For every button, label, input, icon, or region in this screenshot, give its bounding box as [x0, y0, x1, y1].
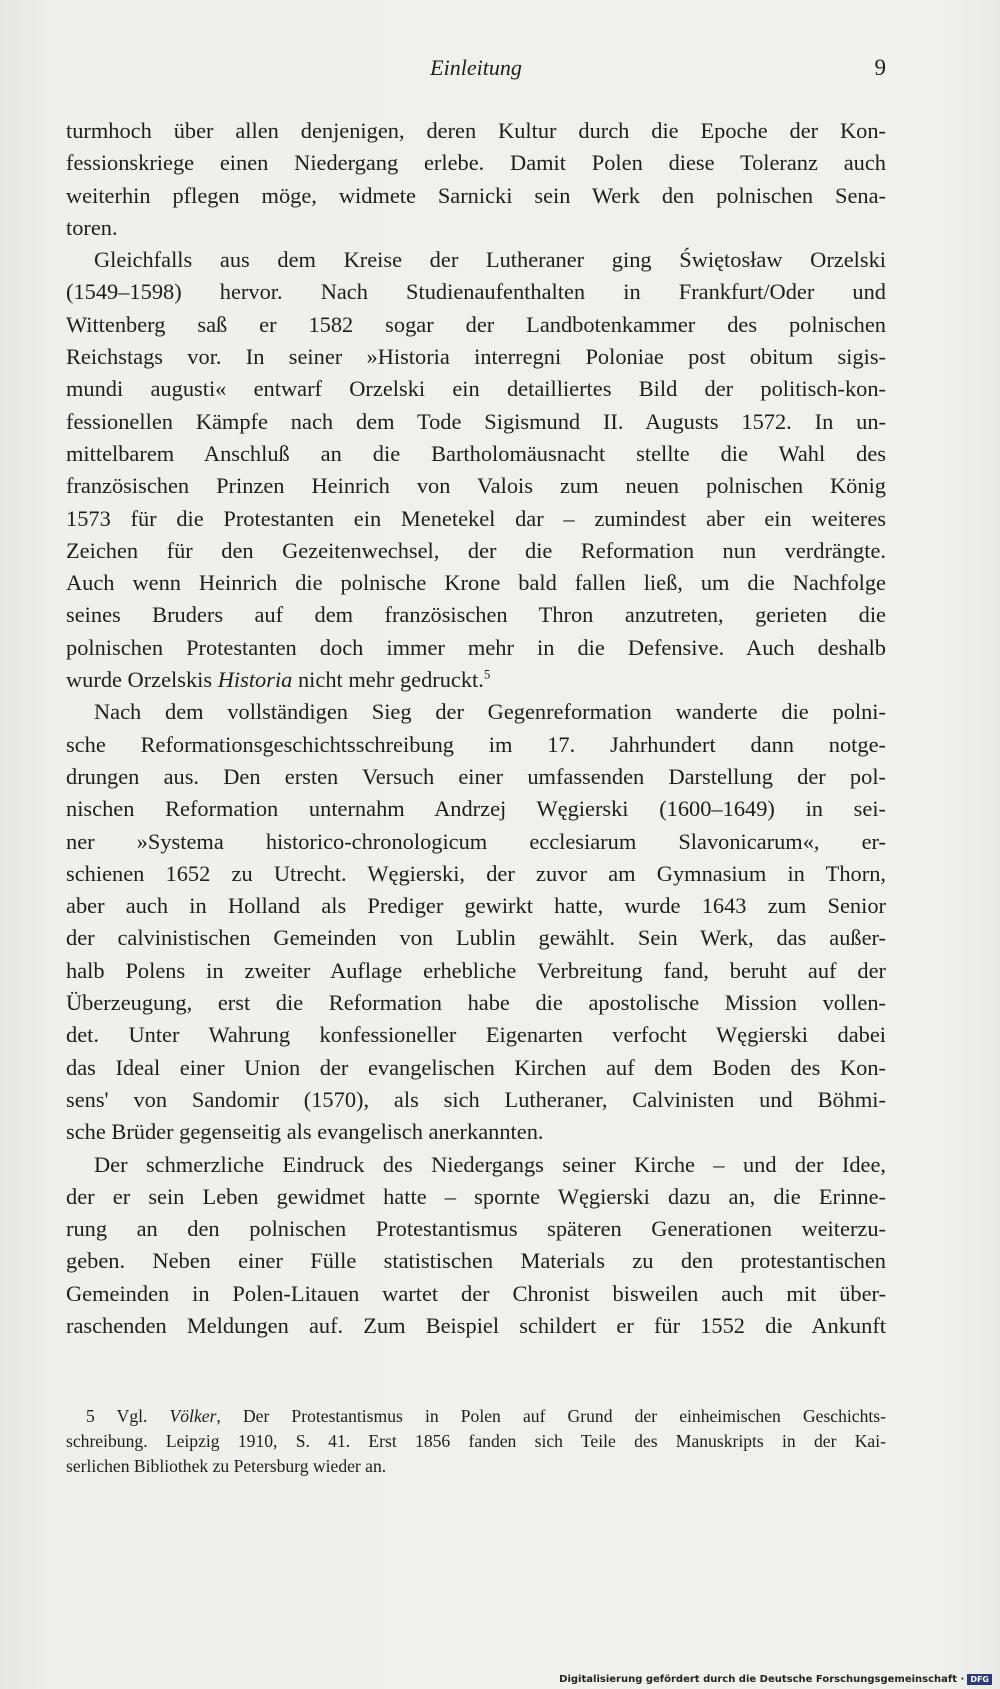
text-line: der calvinistischen Gemeinden von Lublin gewählt. Sein Werk, das außer- [66, 925, 886, 951]
text-line: seines Bruders auf dem französischen Thron anzutreten, gerieten die [66, 602, 886, 628]
dfg-logo: DFG [967, 1674, 992, 1685]
text-line: der er sein Leben gewidmet hatte – spornte Węgierski dazu an, die Erinne- [66, 1183, 886, 1209]
text-line: sens' von Sandomir (1570), als sich Lutheraner, Calvinisten und Böhmi- [66, 1086, 886, 1112]
page-number: 9 [874, 55, 886, 80]
footnote-line: schreibung. Leipzig 1910, S. 41. Erst 1856 fanden sich Teile des Manuskripts in der Kai- [66, 1431, 886, 1451]
text-line: Gleichfalls aus dem Kreise der Lutheraner ging Świętosław Orzelski [94, 247, 886, 273]
body-text [66, 115, 886, 1342]
text-line: fessionellen Kämpfe nach dem Tode Sigismund II. Augusts 1572. In un- [66, 408, 886, 434]
text-line: französischen Prinzen Heinrich von Valois zum neuen polnischen König [66, 473, 886, 499]
text-line: det. Unter Wahrung konfessioneller Eigenarten verfocht Węgierski dabei [66, 1022, 886, 1048]
footnotes [66, 1404, 886, 1479]
running-head [66, 52, 886, 84]
text-line: fessionskriege einen Niedergang erlebe. Damit Polen diese Toleranz auch [66, 150, 886, 176]
text-line: 1573 für die Protestanten ein Menetekel dar – zumindest aber ein weiteres [66, 505, 886, 531]
text-line: mundi augusti« entwarf Orzelski ein detailliertes Bild der politisch-kon- [66, 376, 886, 402]
line-text-after: nicht mehr gedruckt. [292, 667, 484, 693]
text-line: sche Brüder gegenseitig als evangelisch anerkannten. [66, 1119, 544, 1145]
text-line: Gemeinden in Polen-Litauen wartet der Chronist bisweilen auch mit über- [66, 1280, 886, 1306]
credit-text: Digitalisierung gefördert durch die Deutsche Forschungsgemeinschaft · [559, 1674, 965, 1685]
digitization-credit [559, 1674, 992, 1685]
text-line: schienen 1652 zu Utrecht. Węgierski, der zuvor am Gymnasium in Thorn, [66, 860, 886, 886]
text-line: turmhoch über allen denjenigen, deren Kultur durch die Epoche der Kon- [66, 118, 886, 143]
text-line: weiterhin pflegen möge, widmete Sarnicki sein Werk den polnischen Sena- [66, 182, 886, 208]
text-line: drungen aus. Den ersten Versuch einer umfassenden Darstellung der pol- [66, 763, 886, 789]
footnote-vgl: Vgl. [116, 1406, 170, 1426]
running-head-title: Einleitung [430, 55, 522, 80]
text-line: toren. [66, 214, 118, 240]
text-line: halb Polens in zweiter Auflage erhebliche Verbreitung fand, beruht auf der [66, 957, 886, 983]
text-line: Zeichen für den Gezeitenwechsel, der die Reformation nun verdrängte. [66, 537, 886, 563]
footnote-reference[interactable]: 5 [483, 666, 491, 682]
text-line: Überzeugung, erst die Reformation habe die apostolische Mission vollen- [66, 990, 886, 1016]
text-line: polnischen Protestanten doch immer mehr in die Defensive. Auch deshalb [66, 634, 886, 660]
footnote-number: 5 [86, 1406, 95, 1426]
text-line: nischen Reformation unternahm Andrzej Węgierski (1600–1649) in sei- [66, 796, 886, 822]
text-line: das Ideal einer Union der evangelischen Kirchen auf dem Boden des Kon- [66, 1054, 886, 1080]
text-line: geben. Neben einer Fülle statistischen Materials zu den protestantischen [66, 1248, 886, 1274]
text-line: Auch wenn Heinrich die polnische Krone bald fallen ließ, um die Nachfolge [66, 570, 886, 596]
footnote-text: , Der Protestantismus in Polen auf Grund der einheimischen Geschichts- [216, 1406, 886, 1426]
footnote-line [66, 1404, 886, 1429]
italic-title: Historia [217, 667, 293, 693]
text-line: Wittenberg saß er 1582 sogar der Landbotenkammer des polnischen [66, 311, 886, 337]
text-line: raschenden Meldungen auf. Zum Beispiel schildert er für 1552 die Ankunft [66, 1312, 886, 1338]
footnote-author: Völker [169, 1406, 217, 1426]
line-text-before: wurde Orzelskis [66, 667, 218, 693]
text-line: Reichstags vor. In seiner »Historia interregni Poloniae post obitum sigis- [66, 344, 886, 370]
text-line: Der schmerzliche Eindruck des Niedergangs seiner Kirche – und der Idee, [94, 1151, 886, 1177]
text-line [66, 664, 886, 696]
text-line: sche Reformationsgeschichtsschreibung im 17. Jahrhundert dann notge- [66, 731, 886, 757]
text-line: aber auch in Holland als Prediger gewirkt hatte, wurde 1643 zum Senior [66, 893, 886, 919]
footnote-line: serlichen Bibliothek zu Petersburg wieder an. [66, 1456, 387, 1476]
text-line: rung an den polnischen Protestantismus späteren Generationen weiterzu- [66, 1216, 886, 1242]
text-line: mittelbarem Anschluß an die Bartholomäusnacht stellte die Wahl des [66, 440, 886, 466]
text-line: ner »Systema historico-chronologicum ecclesiarum Slavonicarum«, er- [66, 828, 886, 854]
text-line: Nach dem vollständigen Sieg der Gegenreformation wanderte die polni- [94, 699, 886, 725]
text-line: (1549–1598) hervor. Nach Studienaufenthalten in Frankfurt/Oder und [66, 279, 886, 305]
